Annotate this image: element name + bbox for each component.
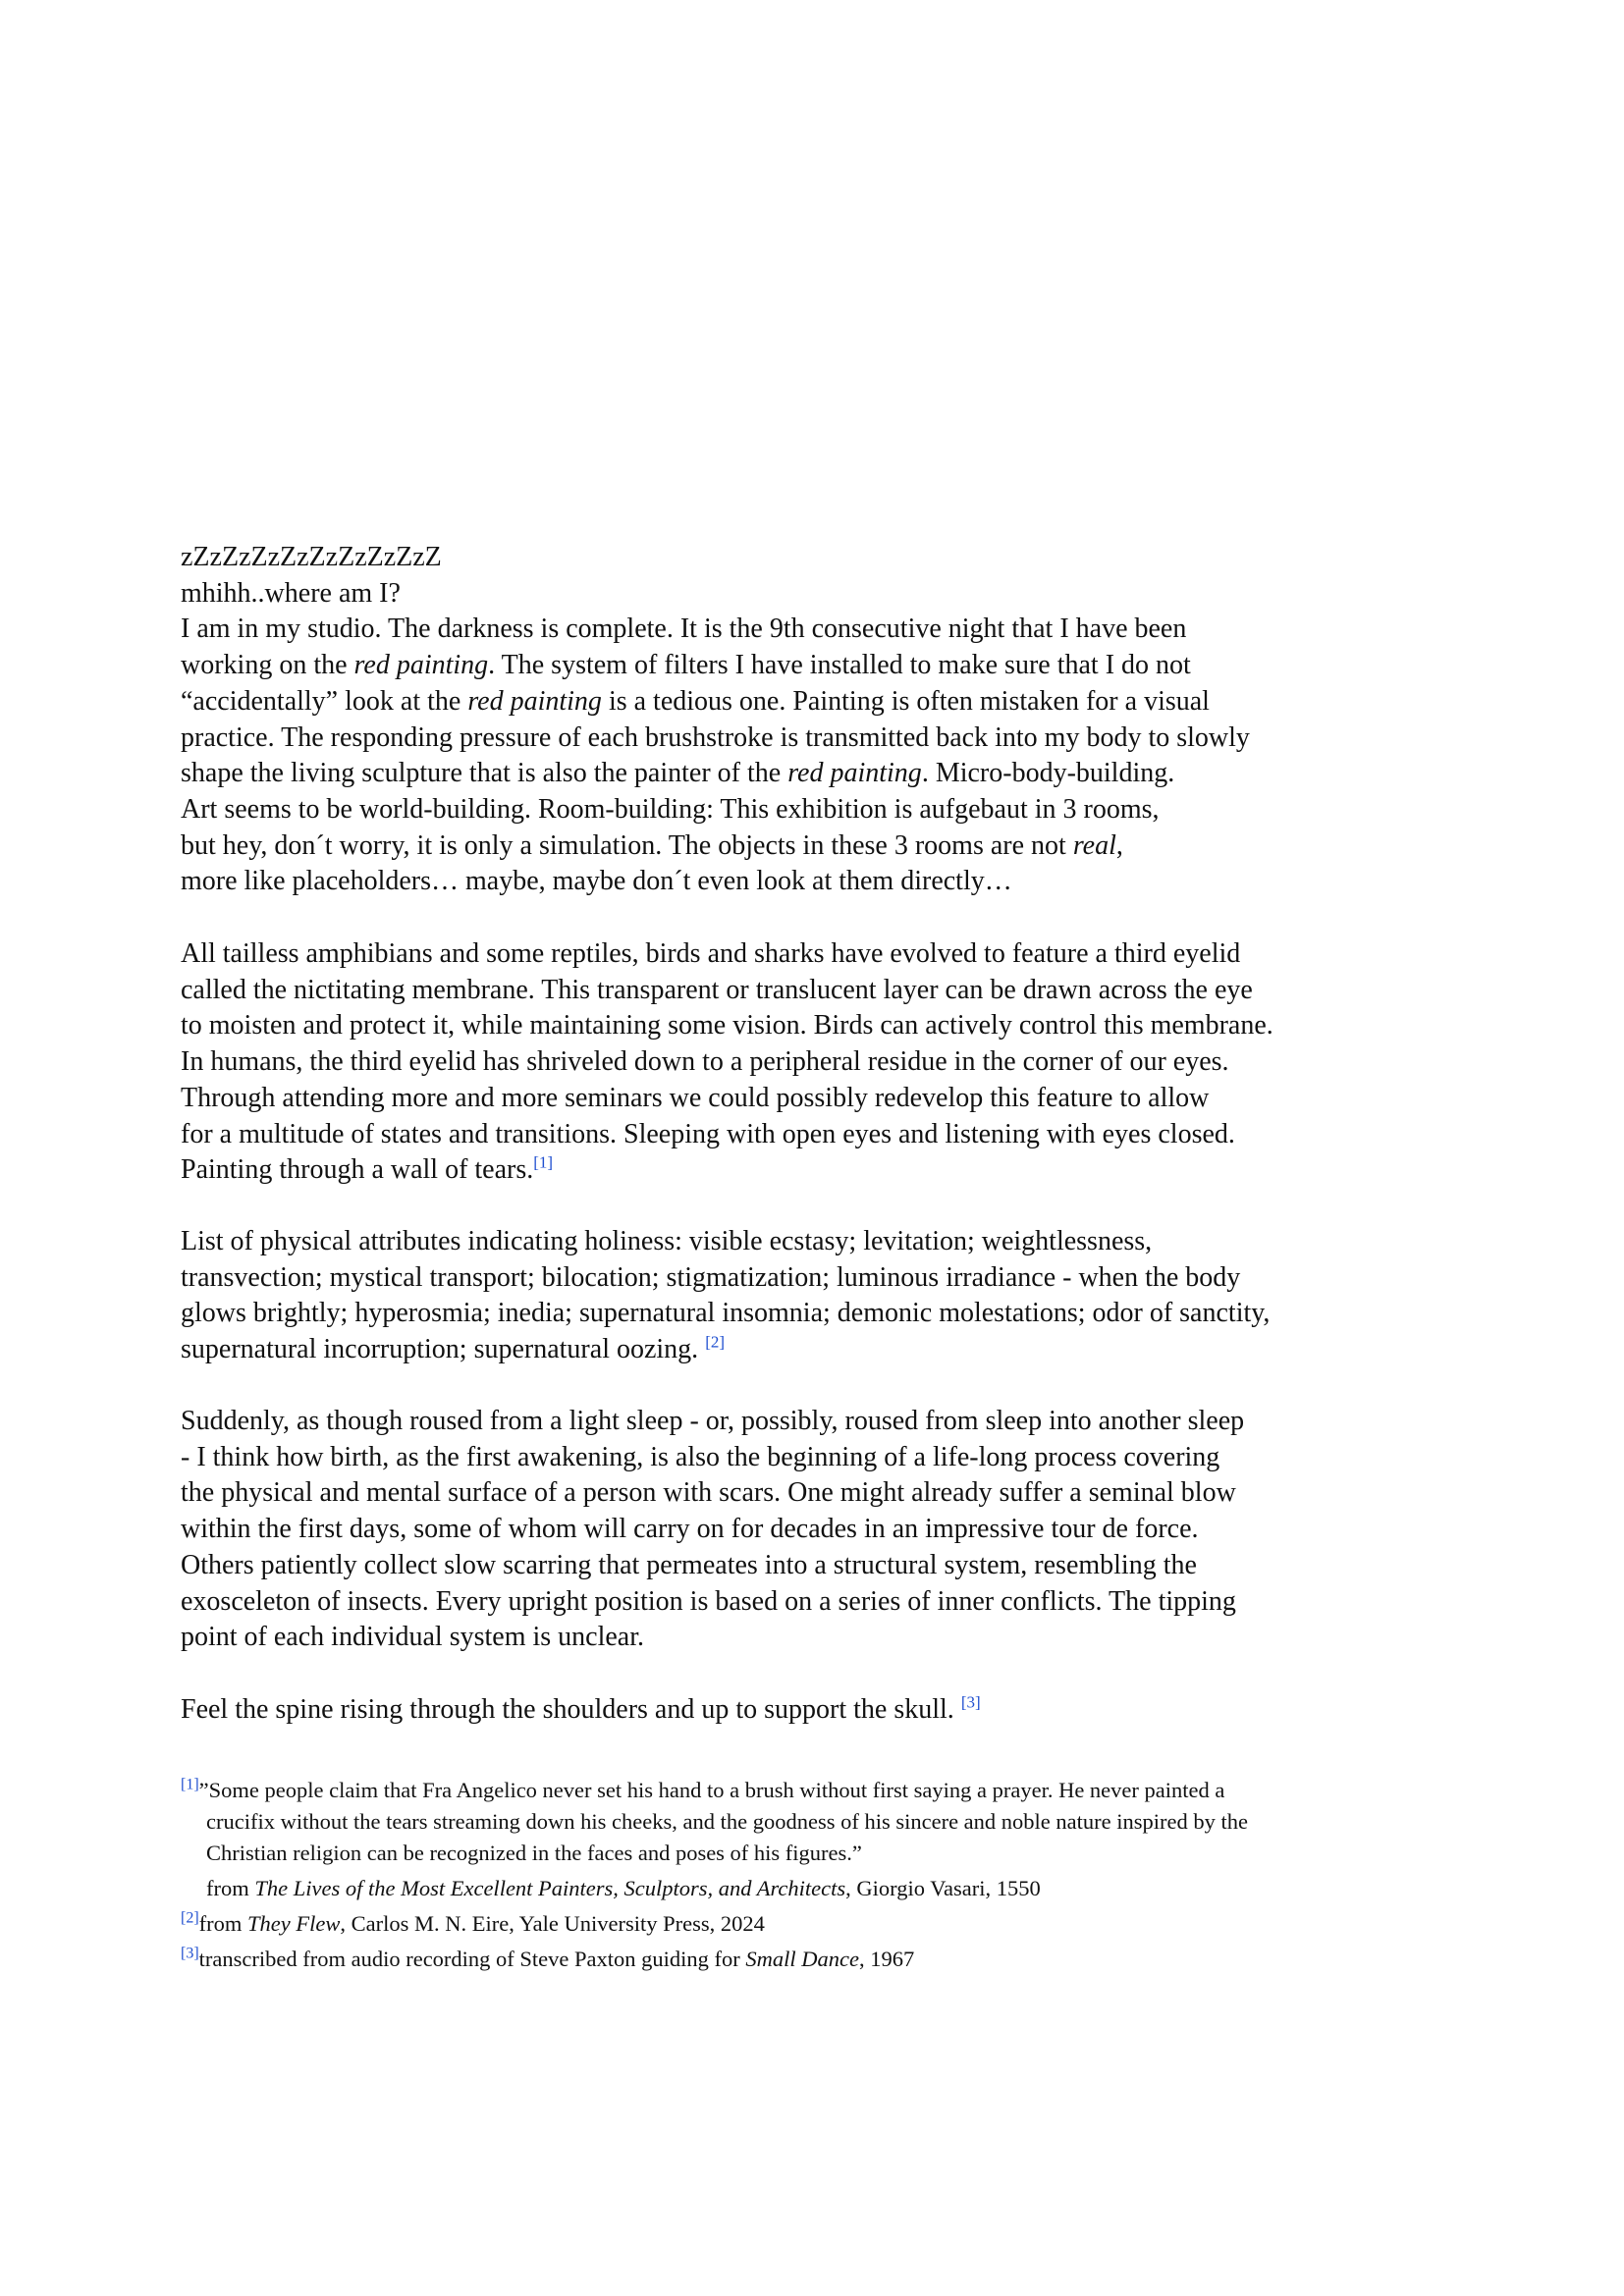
spine-paragraph (181, 1692, 1418, 1729)
emphasis-red-painting: red painting (467, 685, 602, 717)
footnotes (181, 1775, 1418, 1975)
footnote-ref-1[interactable]: [1] (533, 1152, 554, 1172)
paragraph-line: exosceleton of insects. Every upright position is based on a series of inner conflicts. The tipping (181, 1585, 1236, 1617)
paragraph-line: for a multitude of states and transitions. Sleeping with open eyes and listening with eyes closed. (181, 1118, 1235, 1149)
paragraph-line: called the nictitating membrane. This transparent or translucent layer can be drawn across the eye (181, 974, 1253, 1005)
footnote-ref-2[interactable]: [2] (705, 1332, 726, 1352)
paragraph-line: Painting through a wall of tears.[1] (181, 1152, 554, 1186)
birth-paragraph (181, 1404, 1418, 1656)
footnote-2: [2]from They Flew, Carlos M. N. Eire, Yale University Press, 2024 (181, 1909, 765, 1936)
paragraph-line: supernatural incorruption; supernatural oozing. [2] (181, 1332, 726, 1365)
paragraph-line: Feel the spine rising through the shoulders and up to support the skull. [3] (181, 1692, 981, 1725)
paragraph-line: - I think how birth, as the first awakening, is also the beginning of a life-long process covering (181, 1441, 1220, 1472)
footnote-1: [1]”Some people claim that Fra Angelico never set his hand to a brush without first saying a prayer. He never painted a crucifix without the tears streaming down his cheeks, and the goodness of his sincere and noble nature inspired by the Christian religion can be recognized in the faces and poses of his figures.” from The Lives of the Most Excellent Painters, Sculptors, and Architects, Giorgio Vasari, 1550 (181, 1775, 1418, 1904)
amphibian-paragraph (181, 936, 1418, 1189)
paragraph-line: the physical and mental surface of a person with scars. One might already suffer a seminal blow (181, 1477, 1236, 1509)
paragraph-line: List of physical attributes indicating holiness: visible ecstasy; levitation; weightlessness, (181, 1226, 1153, 1256)
intro-line: I am in my studio. The darkness is complete. It is the 9th consecutive night that I have been (181, 614, 1187, 645)
intro-line: working on the red painting. The system of filters I have installed to make sure that I do not (181, 650, 1191, 681)
intro-line: mhihh..where am I? (181, 577, 401, 609)
intro-line: “accidentally” look at the red painting is a tedious one. Painting is often mistaken for a visual (181, 685, 1210, 717)
intro-paragraph (181, 540, 1418, 900)
intro-line: shape the living sculpture that is also the painter of the red painting. Micro-body-building. (181, 758, 1175, 789)
intro-line: zZzZzZzZzZzZzZzZzZ (181, 542, 442, 572)
footnote-3: [3]transcribed from audio recording of Steve Paxton guiding for Small Dance, 1967 (181, 1945, 915, 1971)
footnote-1-marker[interactable]: [1] (181, 1776, 199, 1793)
paragraph-line: Suddenly, as though roused from a light sleep - or, possibly, roused from sleep into another sleep (181, 1406, 1245, 1436)
emphasis-red-painting: red painting (353, 650, 489, 681)
holiness-paragraph (181, 1224, 1418, 1368)
intro-line: but hey, don´t worry, it is only a simulation. The objects in these 3 rooms are not real, (181, 829, 1123, 861)
intro-line: Art seems to be world-building. Room-building: This exhibition is aufgebaut in 3 rooms, (181, 793, 1160, 825)
paragraph-line: Others patiently collect slow scarring that permeates into a structural system, resembling the (181, 1549, 1197, 1580)
paragraph-line: All tailless amphibians and some reptiles, birds and sharks have evolved to feature a third eyelid (181, 938, 1241, 969)
footnote-1-source: from The Lives of the Most Excellent Painters, Sculptors, and Architects, Giorgio Vasari, 1550 (206, 1876, 1041, 1900)
paragraph-line: point of each individual system is unclear. (181, 1622, 645, 1653)
emphasis-red-painting: red painting (787, 758, 922, 789)
paragraph-line: Through attending more and more seminars we could possibly redevelop this feature to allow (181, 1082, 1210, 1113)
paragraph-line: glows brightly; hyperosmia; inedia; supernatural insomnia; demonic molestations; odor of sanctity, (181, 1298, 1271, 1329)
paragraph-line: within the first days, some of whom will carry on for decades in an impressive tour de force. (181, 1514, 1199, 1545)
footnote-2-marker[interactable]: [2] (181, 1909, 199, 1927)
footnote-3-marker[interactable]: [3] (181, 1945, 199, 1962)
paragraph-line: to moisten and protect it, while maintaining some vision. Birds can actively control this membrane. (181, 1010, 1273, 1041)
footnote-ref-3[interactable]: [3] (960, 1692, 981, 1712)
paragraph-line: In humans, the third eyelid has shriveled down to a peripheral residue in the corner of our eyes. (181, 1046, 1229, 1078)
intro-line: practice. The responding pressure of each brushstroke is transmitted back into my body to slowly (181, 721, 1250, 753)
paragraph-line: transvection; mystical transport; bilocation; stigmatization; luminous irradiance - when the body (181, 1261, 1241, 1293)
emphasis-real: real (1072, 829, 1116, 861)
intro-line: more like placeholders… maybe, maybe don´t even look at them directly… (181, 866, 1012, 897)
